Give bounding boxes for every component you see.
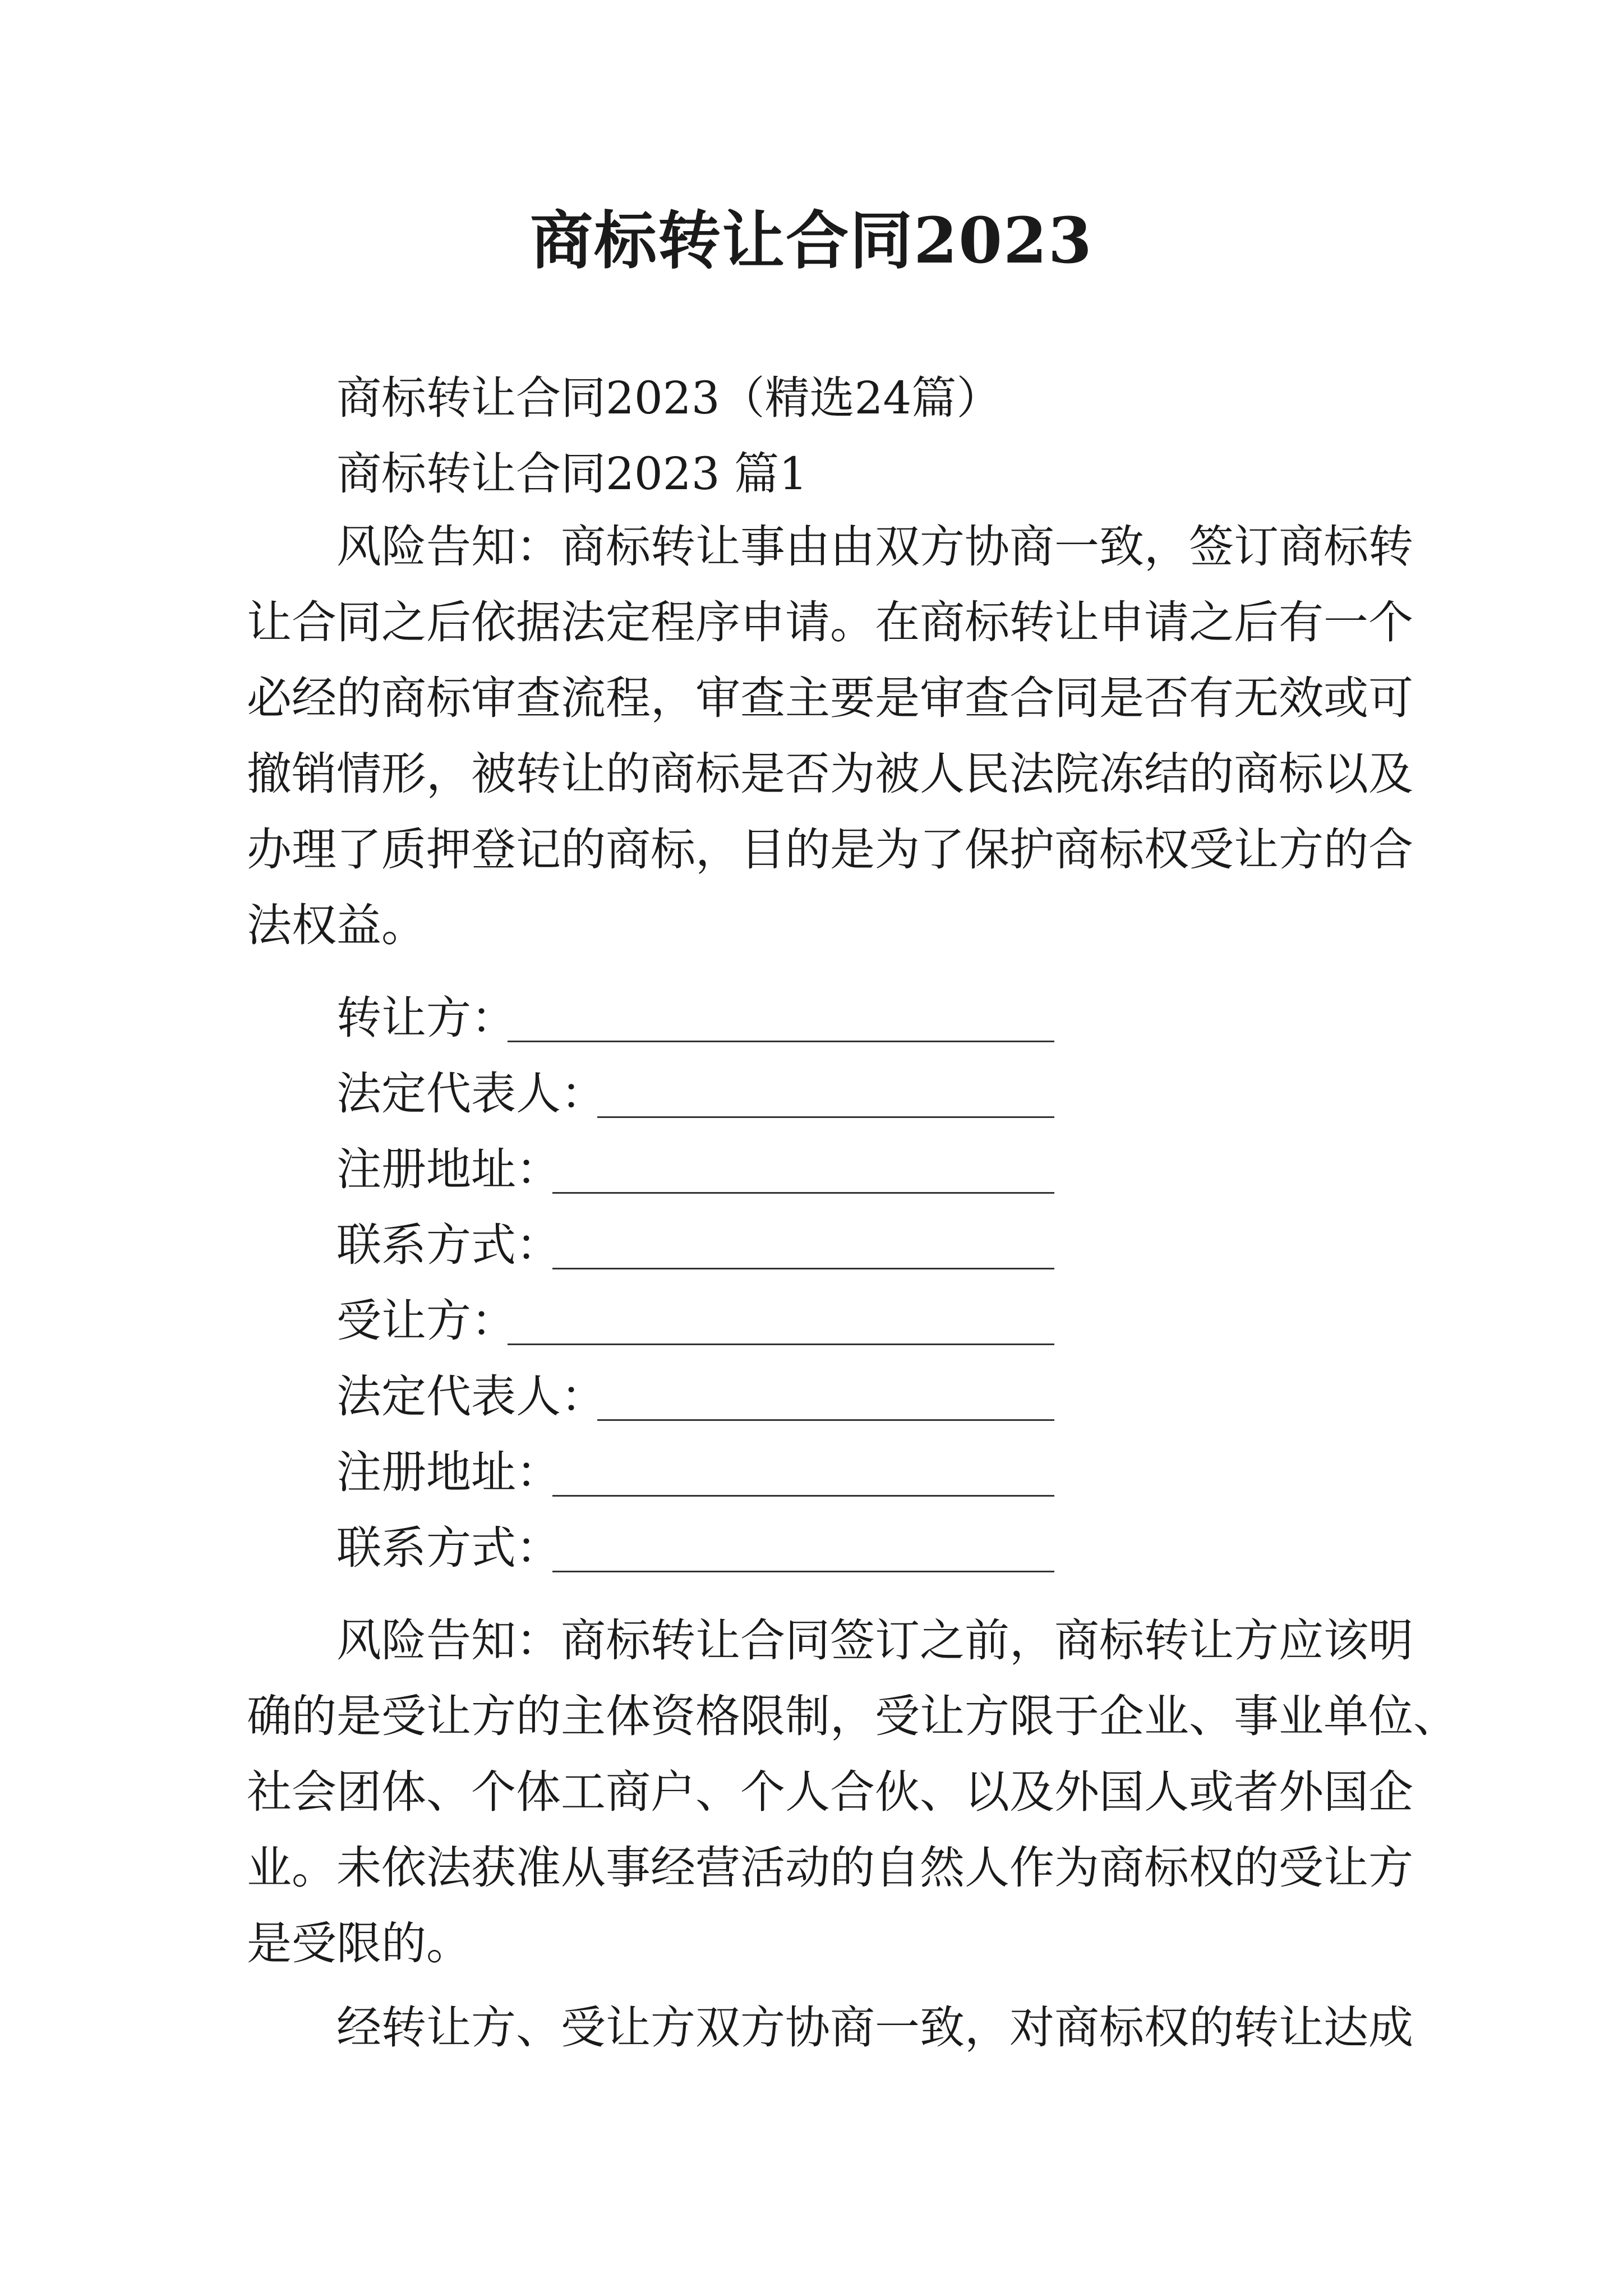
document-title: 商标转让合同2023: [530, 204, 1093, 278]
transferee-blank[interactable]: [508, 1343, 1054, 1345]
section-heading: 商标转让合同2023 篇1: [336, 448, 808, 500]
risk-notice-2-line: 确的是受让方的主体资格限制，受让方限于企业、事业单位、: [247, 1690, 1458, 1742]
transferee-address-blank[interactable]: [552, 1495, 1054, 1497]
risk-notice-2-line: 风险告知：商标转让合同签订之前，商标转让方应该明: [336, 1614, 1413, 1667]
transferee-label: 受让方：: [336, 1295, 516, 1347]
risk-notice-2-line: 是受限的。: [247, 1917, 471, 1970]
risk-notice-1-line: 让合同之后依据法定程序申请。在商标转让申请之后有一个: [247, 596, 1413, 648]
closing-paragraph-line: 经转让方、受让方双方协商一致，对商标权的转让达成: [336, 2001, 1413, 2054]
transferee-legal-rep-label: 法定代表人：: [336, 1370, 606, 1423]
risk-notice-2-line: 业。未依法获准从事经营活动的自然人作为商标权的受让方: [247, 1842, 1413, 1894]
transferor-contact-label: 联系方式：: [336, 1219, 561, 1271]
document-subtitle: 商标转让合同2023（精选24篇）: [336, 372, 1002, 424]
risk-notice-2-line: 社会团体、个体工商户、个人合伙、以及外国人或者外国企: [247, 1766, 1413, 1818]
transferor-address-blank[interactable]: [552, 1192, 1054, 1194]
transferee-address-label: 注册地址：: [336, 1446, 561, 1498]
risk-notice-1-line: 办理了质押登记的商标，目的是为了保护商标权受让方的合: [247, 823, 1413, 876]
transferor-blank[interactable]: [508, 1041, 1054, 1042]
transferee-legal-rep-blank[interactable]: [597, 1419, 1054, 1421]
risk-notice-1-line: 撤销情形，被转让的商标是否为被人民法院冻结的商标以及: [247, 748, 1413, 800]
risk-notice-1-line: 法权益。: [247, 899, 426, 951]
transferee-contact-blank[interactable]: [552, 1571, 1054, 1572]
transferor-legal-rep-label: 法定代表人：: [336, 1068, 606, 1120]
transferor-label: 转让方：: [336, 992, 516, 1044]
transferor-address-label: 注册地址：: [336, 1143, 561, 1195]
transferor-contact-blank[interactable]: [552, 1268, 1054, 1269]
transferee-contact-label: 联系方式：: [336, 1522, 561, 1574]
risk-notice-1-line: 必经的商标审查流程，审查主要是审查合同是否有无效或可: [247, 672, 1413, 724]
risk-notice-1-line: 风险告知：商标转让事由由双方协商一致，签订商标转: [336, 521, 1413, 573]
transferor-legal-rep-blank[interactable]: [597, 1116, 1054, 1118]
